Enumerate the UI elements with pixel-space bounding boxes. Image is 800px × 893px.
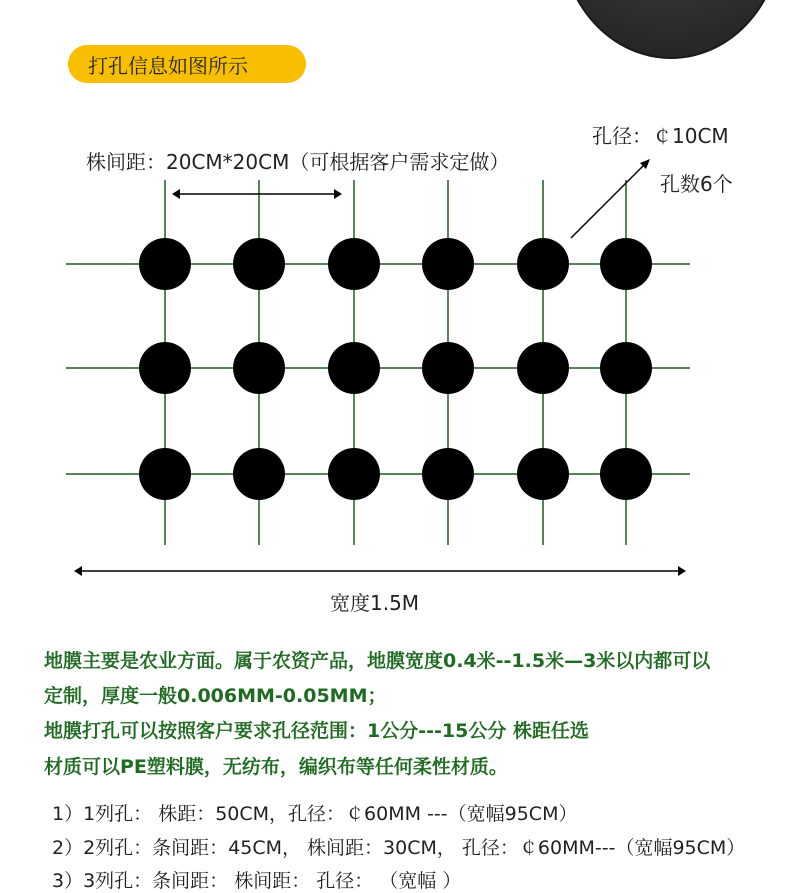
- hole: [422, 448, 474, 500]
- hole: [422, 342, 474, 394]
- hole: [422, 238, 474, 290]
- spec-line-2: 2）2列孔：条间距：45CM， 株间距：30CM， 孔径：￠60MM---（宽幅95CM）: [52, 837, 746, 859]
- hole: [233, 448, 285, 500]
- description-line-2: 定制，厚度一般0.006MM-0.05MM；: [44, 685, 387, 707]
- hole: [517, 342, 569, 394]
- hole: [139, 342, 191, 394]
- spacing-label: 株间距：20CM*20CM（可根据客户需求定做）: [86, 150, 510, 174]
- description-line-4: 材质可以PE塑料膜，无纺布，编织布等任何柔性材质。: [44, 756, 508, 778]
- spacing-arrow: [172, 189, 342, 199]
- spec-line-1: 1）1列孔： 株距：50CM，孔径：￠60MM ---（宽幅95CM）: [52, 803, 578, 825]
- description-line-3: 地膜打孔可以按照客户要求孔径范围：1公分---15公分 株距任选: [44, 720, 589, 742]
- hole: [600, 238, 652, 290]
- hole: [139, 238, 191, 290]
- width-label: 宽度1.5M: [330, 591, 420, 615]
- badge-text: 打孔信息如图所示: [88, 53, 248, 78]
- hole-diameter-label: 孔径：￠10CM: [592, 124, 729, 148]
- hole: [600, 342, 652, 394]
- hole: [233, 342, 285, 394]
- hole: [517, 448, 569, 500]
- width-arrow: [74, 566, 686, 576]
- hole-count-label: 孔数6个: [660, 172, 733, 196]
- holes: [139, 238, 652, 500]
- hole: [517, 238, 569, 290]
- hole: [328, 448, 380, 500]
- hole: [328, 342, 380, 394]
- hole: [233, 238, 285, 290]
- hole: [600, 448, 652, 500]
- hole: [139, 448, 191, 500]
- diameter-arrow: [571, 159, 650, 238]
- description-line-1: 地膜主要是农业方面。属于农资产品，地膜宽度0.4米--1.5米—3米以内都可以: [44, 650, 711, 672]
- spec-line-3: 3）3列孔：条间距： 株间距： 孔径： （宽幅 ）: [52, 870, 462, 892]
- hole: [328, 238, 380, 290]
